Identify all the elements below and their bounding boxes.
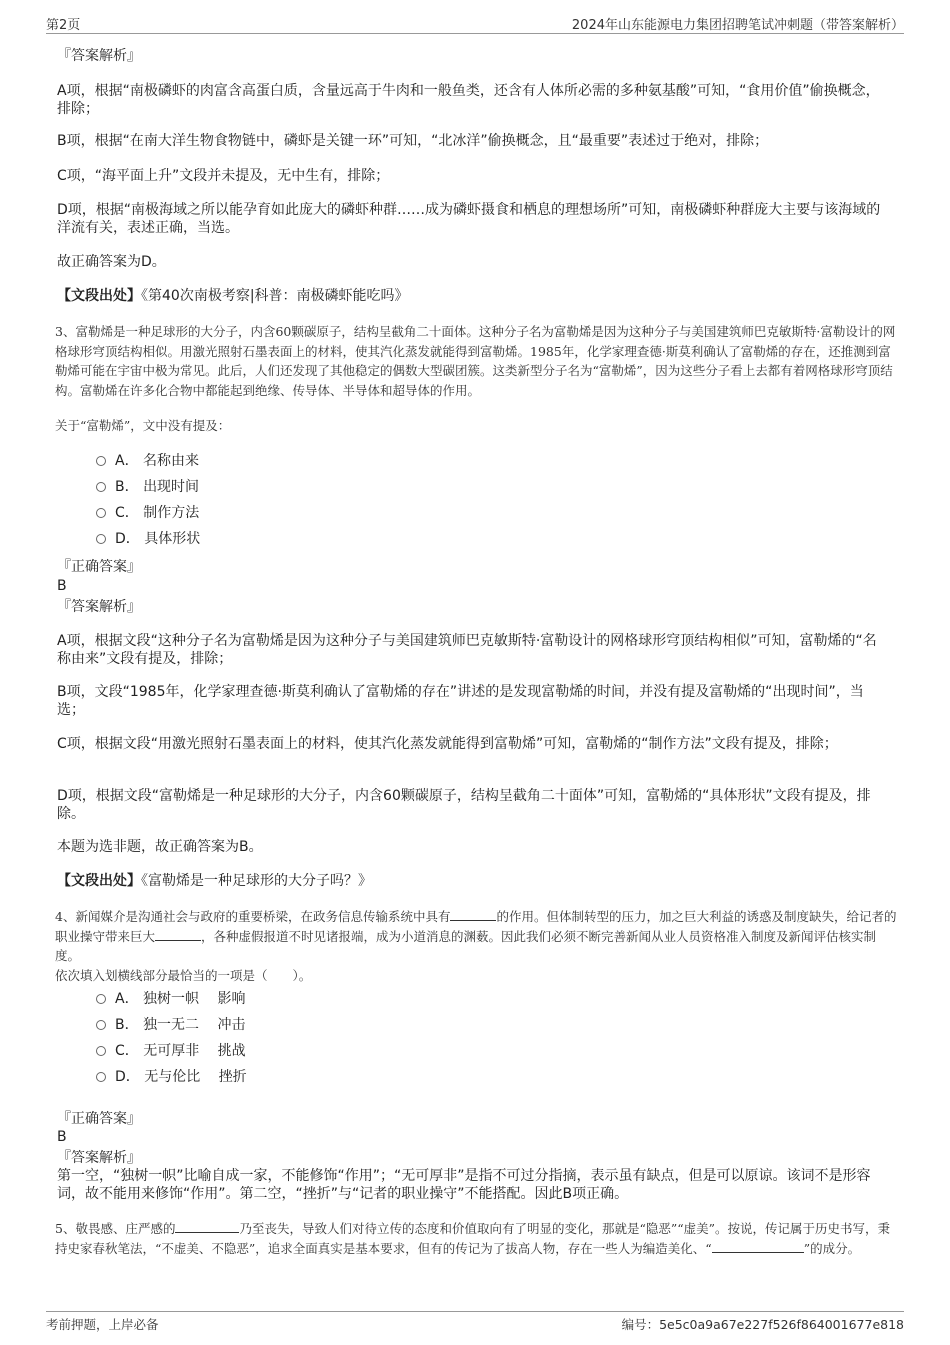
radio-icon[interactable]	[96, 482, 106, 492]
source-label: 【文段出处】	[57, 873, 141, 889]
source-text: 《第40次南极考察|科普：南极磷虾能吃吗》	[141, 288, 409, 304]
q3-answer: B	[57, 578, 67, 594]
q4-stem: 4、新闻媒介是沟通社会与政府的重要桥梁，在政务信息传输系统中具有 的作用。但体制转型的压力，加之巨大利益的诱惑及制度缺失，给记者的职业操守带来巨大 ，各种虚假报道不时见诸报端，成为小道消息的渊薮。因此我们必须不断完善新闻从业人员资格准入制度及新闻评估核实制度。	[55, 909, 897, 963]
source-label: 【文段出处】	[57, 288, 141, 304]
q2-analysis-a: A项，根据“南极磷虾的肉富含高蛋白质，含量远高于牛肉和一般鱼类，还含有人体所必需的多种氨基酸”可知，“食用价值”偷换概念，排除；	[57, 83, 880, 117]
q5-stem: 5、敬畏感、庄严感的 乃至丧失，导致人们对待立传的态度和价值取向有了明显的变化，那就是“隐恶”“虚美”。按说，传记属于历史书写，秉持史家春秋笔法，“不虚美、不隐恶”，追求全面真实是基本要求，但有的传记为了拔高人物，存在一些人为编造美化、“ ”的成分。	[55, 1221, 891, 1256]
q3-stem: 3、富勒烯是一种足球形的大分子，内含60颗碳原子，结构呈截角二十面体。这种分子名为富勒烯是因为这种分子与美国建筑师巴克敏斯特·富勒设计的网格球形穹顶结构相似。用激光照射石墨表面上的材料，使其汽化蒸发就能得到富勒烯。1985年，化学家理查德·斯莫利确认了富勒烯的存在，还推测到富勒烯可能在宇宙中极为常见。此后，人们还发现了其他稳定的偶数大型碳团簇。这类新型分子名为“富勒烯”，因为这些分子看上去都有着网格球形穹顶结构。富勒烯在许多化合物中都能起到绝缘、传导体、半导体和超导体的作用。	[55, 324, 896, 398]
radio-icon[interactable]	[96, 994, 106, 1004]
radio-icon[interactable]	[96, 456, 106, 466]
blank-1	[175, 1220, 239, 1233]
q3-option-c[interactable]: C． 制作方法	[96, 504, 199, 522]
q3-question: 关于“富勒烯”，文中没有提及：	[55, 418, 231, 433]
q4-question: 依次填入划横线部分最恰当的一项是（ ）。	[55, 968, 312, 983]
document-id: 编号：5e5c0a9a67e227f526f864001677e818	[621, 1317, 904, 1332]
radio-icon[interactable]	[96, 534, 106, 544]
q3-analysis-c: C项，根据文段“用激光照射石墨表面上的材料，使其汽化蒸发就能得到富勒烯”可知，富勒烯的“制作方法”文段有提及，排除；	[57, 736, 838, 752]
q2-analysis-d: D项，根据“南极海域之所以能孕育如此庞大的磷虾种群……成为磷虾摄食和栖息的理想场所”可知，南极磷虾种群庞大主要与该海域的洋流有关，表述正确，当选。	[57, 202, 881, 236]
q3-analysis-a: A项，根据文段“这种分子名为富勒烯是因为这种分子与美国建筑师巴克敏斯特·富勒设计的网格球形穹顶结构相似”可知，富勒烯的“名称由来”文段有提及，排除；	[57, 633, 877, 667]
q2-conclusion: 故正确答案为D。	[57, 254, 166, 270]
q3-analysis-d: D项，根据文段“富勒烯是一种足球形的大分子，内含60颗碳原子，结构呈截角二十面体”可知，富勒烯的“具体形状”文段有提及，排除。	[57, 788, 871, 822]
header-divider	[46, 33, 904, 34]
footer-slogan: 考前押题，上岸必备	[46, 1317, 159, 1332]
blank-2	[712, 1240, 804, 1253]
q4-answer: B	[57, 1129, 67, 1145]
q4-option-a[interactable]: A． 独树一帜 影响	[96, 990, 245, 1008]
q2-analysis-tag: 『答案解析』	[57, 48, 141, 64]
footer-divider	[46, 1311, 904, 1312]
q3-option-a[interactable]: A． 名称由来	[96, 452, 199, 470]
q3-option-d[interactable]: D． 具体形状	[96, 530, 200, 548]
q4-analysis-tag: 『答案解析』	[57, 1150, 141, 1166]
q4-answer-tag: 『正确答案』	[57, 1111, 141, 1127]
q2-analysis-c: C项，“海平面上升”文段并未提及，无中生有，排除；	[57, 168, 390, 184]
q2-analysis-b: B项，根据“在南大洋生物食物链中，磷虾是关键一环”可知，“北冰洋”偷换概念，且“最重要”表述过于绝对，排除；	[57, 133, 769, 149]
blank-2	[155, 928, 201, 941]
radio-icon[interactable]	[96, 1046, 106, 1056]
radio-icon[interactable]	[96, 1020, 106, 1030]
document-title: 2024年山东能源电力集团招聘笔试冲刺题（带答案解析）	[571, 18, 904, 33]
q3-analysis-b: B项，文段“1985年，化学家理查德·斯莫利确认了富勒烯的存在”讲述的是发现富勒烯的时间，并没有提及富勒烯的“出现时间”，当选；	[57, 684, 864, 718]
source-text: 《富勒烯是一种足球形的大分子吗？》	[141, 873, 372, 889]
q4-option-c[interactable]: C． 无可厚非 挑战	[96, 1042, 246, 1060]
q3-source	[57, 872, 887, 890]
q4-option-d[interactable]: D． 无与伦比 挫折	[96, 1068, 247, 1086]
q3-analysis-tag: 『答案解析』	[57, 599, 141, 615]
q4-option-b[interactable]: B． 独一无二 冲击	[96, 1016, 246, 1034]
q3-answer-tag: 『正确答案』	[57, 559, 141, 575]
blank-1	[450, 908, 496, 921]
q4-analysis: 第一空，“独树一帜”比喻自成一家，不能修饰“作用”；“无可厚非”是指不可过分指摘，表示虽有缺点，但是可以原谅。该词不是形容词，故不能用来修饰“作用”。第二空，“挫折”与“记者的职业操守”不能搭配。因此B项正确。	[57, 1168, 871, 1202]
radio-icon[interactable]	[96, 1072, 106, 1082]
page-number: 第2页	[46, 18, 81, 33]
q3-option-b[interactable]: B． 出现时间	[96, 478, 199, 496]
radio-icon[interactable]	[96, 508, 106, 518]
page-header	[46, 14, 904, 34]
q2-source	[57, 287, 887, 305]
q3-conclusion: 本题为选非题，故正确答案为B。	[57, 839, 263, 855]
